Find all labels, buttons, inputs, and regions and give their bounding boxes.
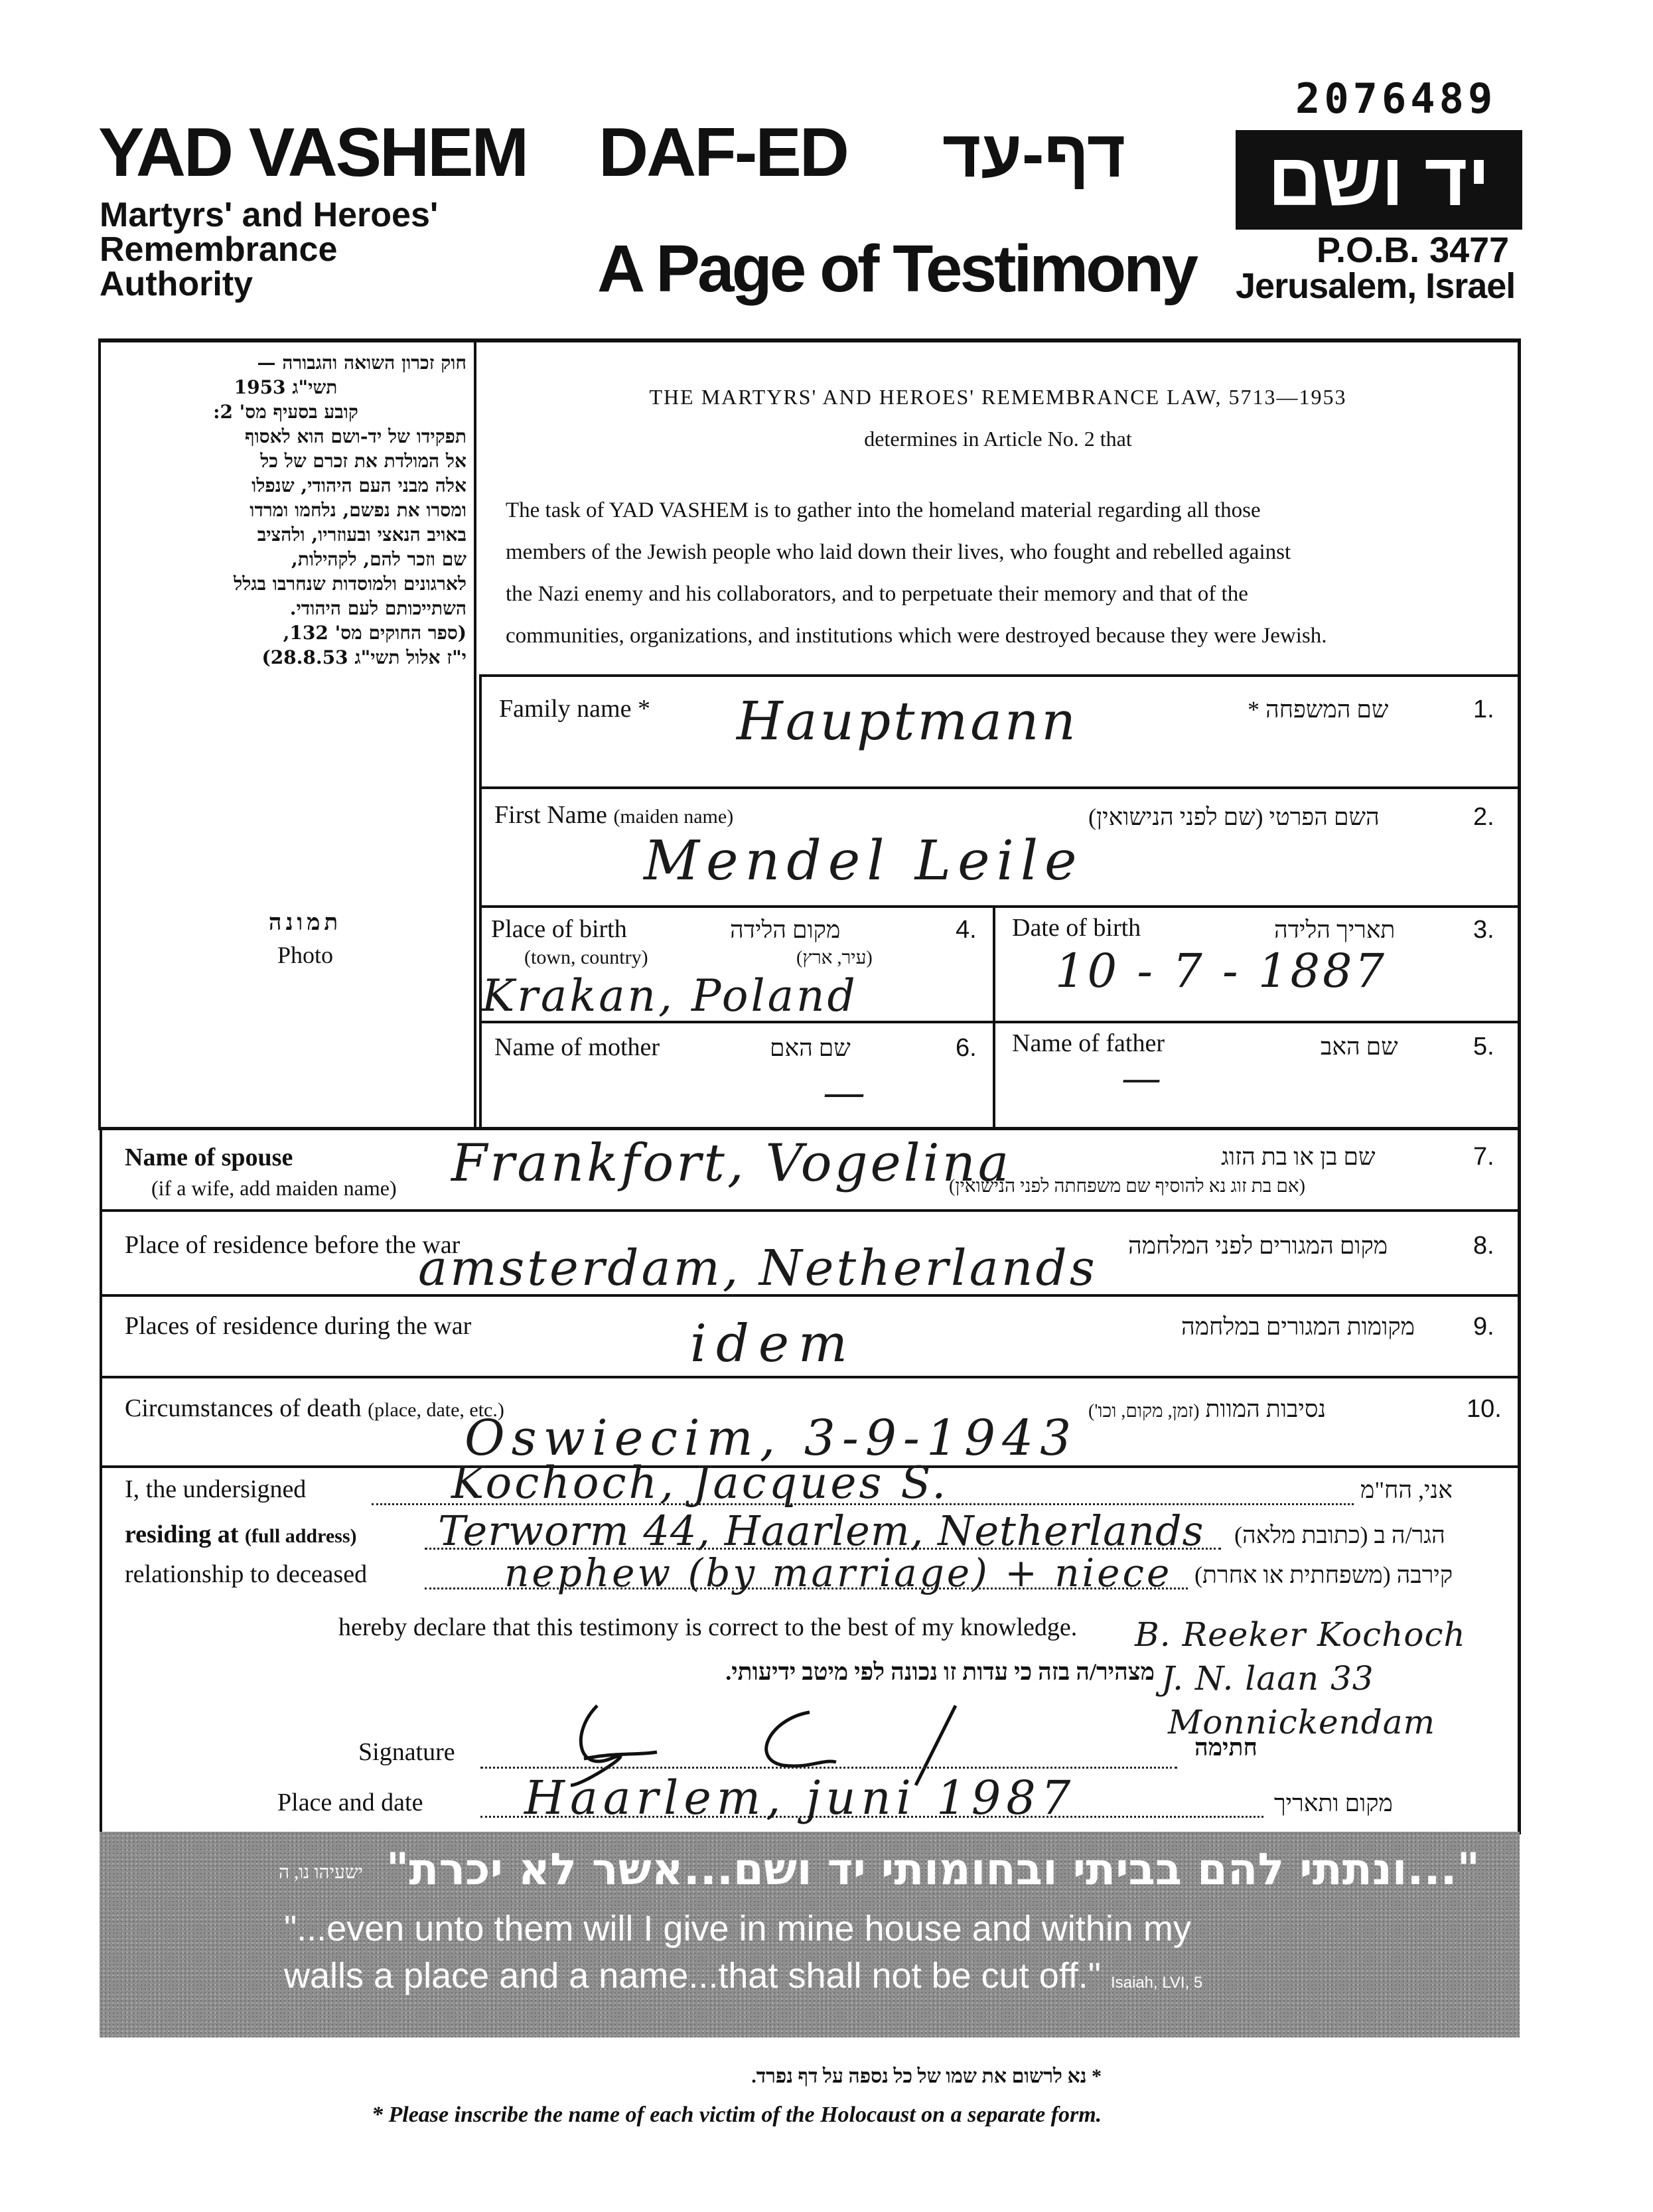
family-name-label: Family name * — [499, 695, 650, 723]
law-subtitle: determines in Article No. 2 that — [864, 427, 1132, 451]
record-number: 2076489 — [1295, 74, 1497, 123]
residing-label-small: (full address) — [244, 1525, 357, 1547]
banner-hebrew: "...ונתתי להם בביתי ובחומותי יד ושם...אשר לא יכרת" — [386, 1844, 1480, 1895]
residing-value[interactable]: Terworm 44, Haarlem, Netherlands — [438, 1507, 1204, 1555]
relation-label-hebrew: קירבה (משפחתית או אחרת) — [1194, 1562, 1453, 1588]
second-signature-line: J. N. laan 33 — [1161, 1659, 1374, 1698]
first-name-label-hebrew: השם הפרטי (שם לפני הנישואין) — [1088, 804, 1380, 830]
law-heb-line: תשי"ג 1953 — [234, 376, 338, 398]
place-date-label: Place and date — [277, 1789, 423, 1816]
org-subtitle — [100, 198, 438, 301]
law-heb-line: באויב הנאצי ובעוזריו, ולהציב — [257, 524, 467, 546]
law-heb-line: השתייכותם לעם היהודי. — [289, 597, 467, 619]
place-of-birth-value[interactable]: Krakan, Poland — [482, 970, 858, 1021]
relation-label: relationship to deceased — [125, 1560, 368, 1588]
field-number: 2. — [1473, 803, 1494, 831]
residence-during-label: Places of residence during the war — [125, 1312, 472, 1340]
law-title: THE MARTYRS' AND HEROES' REMEMBRANCE LAW, 5713—1953 — [649, 385, 1347, 409]
page-title: A Page of Testimony — [597, 232, 1196, 306]
father-name-value[interactable]: — — [1121, 1055, 1164, 1102]
law-heb-line: לארגונים ולמוסדות שנחרבו בגלל — [234, 573, 467, 595]
death-label — [125, 1394, 504, 1423]
first-name-label-text: First Name — [494, 801, 607, 829]
law-line: members of the Jewish people who laid down their lives, who fought and rebelled against — [506, 540, 1291, 564]
undersigned-value[interactable]: Kochoch, Jacques S. — [451, 1457, 949, 1509]
spouse-value[interactable]: Frankfort, Vogelina — [451, 1134, 1012, 1193]
photo-label: Photo — [277, 942, 334, 968]
residence-during-value[interactable]: idem — [690, 1314, 857, 1374]
spouse-label: Name of spouse — [125, 1143, 293, 1171]
footer-english: * Please inscribe the name of each victim of the Holocaust on a separate form. — [372, 2102, 1102, 2127]
death-label-hebrew-small: (זמן, מקום, וכו') — [1088, 1401, 1200, 1422]
spouse-label-small: (if a wife, add maiden name) — [151, 1176, 397, 1200]
death-label-text: Circumstances of death — [125, 1394, 362, 1422]
first-name-value[interactable]: Mendel Leile — [644, 830, 1084, 893]
residence-before-value[interactable]: amsterdam, Netherlands — [418, 1240, 1098, 1297]
death-value[interactable]: Oswiecim, 3-9-1943 — [465, 1410, 1078, 1467]
banner-reference: Isaiah, LVI, 5 — [1110, 1974, 1203, 1992]
banner-hebrew-reference: ישעיהו נו, ה — [279, 1862, 363, 1883]
father-name-label-hebrew: שם האב — [1321, 1033, 1398, 1060]
banner-line-1: "...even unto them will I give in mine house and within my — [284, 1909, 1191, 1949]
law-line: The task of YAD VASHEM is to gather into the homeland material regarding all those — [506, 498, 1261, 522]
first-name-label — [494, 800, 733, 830]
residence-during-label-hebrew: מקומות המגורים במלחמה — [1181, 1313, 1415, 1340]
field-number: 8. — [1473, 1232, 1494, 1260]
date-of-birth-value[interactable]: 10 - 7 - 1887 — [1055, 944, 1388, 998]
field-number: 4. — [956, 916, 977, 944]
yad-vashem-logo: יד ושם — [1236, 130, 1522, 230]
org-title: YAD VASHEM — [98, 114, 528, 191]
family-name-label-hebrew: שם המשפחה * — [1248, 696, 1389, 723]
law-heb-line: אל המולדת את זכרם של כל — [260, 450, 467, 472]
death-label-hebrew-main: נסיבות המוות — [1205, 1396, 1327, 1422]
declaration-english: hereby declare that this testimony is correct to the best of my knowledge. — [338, 1613, 1078, 1641]
law-line: the Nazi enemy and his collaborators, and to perpetuate their memory and that of the — [506, 582, 1248, 606]
footer-hebrew: * נא לרשום את שמו של כל נספה על דף נפרד. — [751, 2065, 1102, 2087]
field-number: 9. — [1473, 1313, 1494, 1341]
residing-label — [125, 1520, 357, 1549]
spouse-label-hebrew-small: (אם בת זוג נא להוסיף שם משפחתה לפני הנישואין) — [949, 1176, 1305, 1197]
signature-label-hebrew: חתימה — [1194, 1734, 1258, 1761]
spouse-label-hebrew: שם בן או בת הזוג — [1221, 1143, 1376, 1170]
place-date-label-hebrew: מקום ותאריך — [1274, 1790, 1393, 1816]
place-of-birth-label-hebrew: מקום הלידה — [730, 917, 841, 943]
relation-value[interactable]: nephew (by marriage) + niece — [504, 1550, 1173, 1595]
undersigned-label-hebrew: אני, הח"מ — [1360, 1477, 1453, 1503]
undersigned-label: I, the undersigned — [125, 1475, 307, 1503]
banner-line-2 — [284, 1955, 1202, 1996]
residing-label-text: residing at — [125, 1520, 239, 1548]
daf-ed-hebrew: דף-עד — [942, 117, 1126, 191]
place-date-value[interactable]: Haarlem, juni 1987 — [524, 1771, 1076, 1825]
signature-label: Signature — [358, 1738, 455, 1766]
law-heb-line: אלה מבני העם היהודי, שנפלו — [252, 475, 467, 496]
law-heb-line: קובע בסעיף מס' 2: — [213, 401, 358, 423]
residing-label-hebrew: הגר/ה ב (כתובת מלאה) — [1234, 1522, 1445, 1548]
law-heb-line: (ספר החוקים מס' 132, — [283, 622, 467, 644]
death-label-hebrew — [1088, 1395, 1447, 1423]
field-number: 10. — [1467, 1395, 1502, 1423]
org-sub-line: Remembrance — [100, 230, 338, 269]
mother-name-label: Name of mother — [494, 1033, 660, 1061]
field-number: 1. — [1473, 696, 1494, 723]
father-name-label: Name of father — [1012, 1029, 1165, 1057]
second-signature-line: Monnickendam — [1168, 1703, 1436, 1741]
pob-address: P.O.B. 3477 — [1317, 230, 1510, 270]
banner-line-2-text: walls a place and a name...that shall not be cut off." — [284, 1956, 1101, 1996]
law-line: communities, organizations, and institutions which were destroyed because they were Jewish. — [506, 624, 1327, 648]
photo-label-hebrew: תמונה — [268, 911, 342, 935]
declaration-hebrew: מצהיר/ה בזה כי עדות זו נכונה לפי מיטב ידיעותי. — [725, 1659, 1155, 1685]
field-number: 7. — [1473, 1143, 1494, 1171]
law-heb-line: ומסרו את נפשם, נלחמו ומרדו — [250, 499, 467, 521]
place-of-birth-label: Place of birth — [491, 915, 627, 943]
place-of-birth-hebrew-small: (עיר, ארץ) — [796, 948, 873, 968]
law-heb-line: חוק זכרון השואה והגבורה — — [257, 352, 467, 374]
first-name-label-small: (maiden name) — [613, 806, 734, 828]
date-of-birth-label-hebrew: תאריך הלידה — [1274, 917, 1396, 943]
org-sub-line: Martyrs' and Heroes' — [100, 196, 439, 234]
family-name-value[interactable]: Hauptmann — [737, 690, 1078, 752]
death-label-small: (place, date, etc.) — [368, 1399, 504, 1421]
law-heb-line: י"ז אלול תשי"ג 28.8.53) — [261, 646, 467, 668]
second-signature-line: B. Reeker Kochoch — [1135, 1615, 1466, 1654]
second-signature — [1135, 1613, 1466, 1744]
residence-before-label: Place of residence before the war — [125, 1231, 461, 1259]
mother-name-value[interactable]: — — [823, 1069, 868, 1118]
law-box-hebrew — [105, 350, 467, 670]
law-heb-line: שם וזכר להם, לקהילות, — [291, 548, 467, 570]
field-number: 3. — [1473, 916, 1494, 944]
field-number: 6. — [956, 1034, 977, 1062]
mother-name-label-hebrew: שם האם — [770, 1035, 851, 1061]
date-of-birth-label: Date of birth — [1012, 914, 1141, 942]
place-of-birth-label-small: (town, country) — [524, 946, 648, 968]
daf-ed-title: DAF-ED — [599, 114, 847, 191]
residence-before-label-hebrew: מקום המגורים לפני המלחמה — [1128, 1232, 1388, 1259]
law-body — [506, 490, 1508, 657]
law-heb-line: תפקידו של יד-ושם הוא לאסוף — [245, 425, 467, 447]
city-address: Jerusalem, Israel — [1236, 266, 1516, 306]
org-sub-line: Authority — [100, 265, 253, 303]
field-number: 5. — [1473, 1033, 1494, 1061]
